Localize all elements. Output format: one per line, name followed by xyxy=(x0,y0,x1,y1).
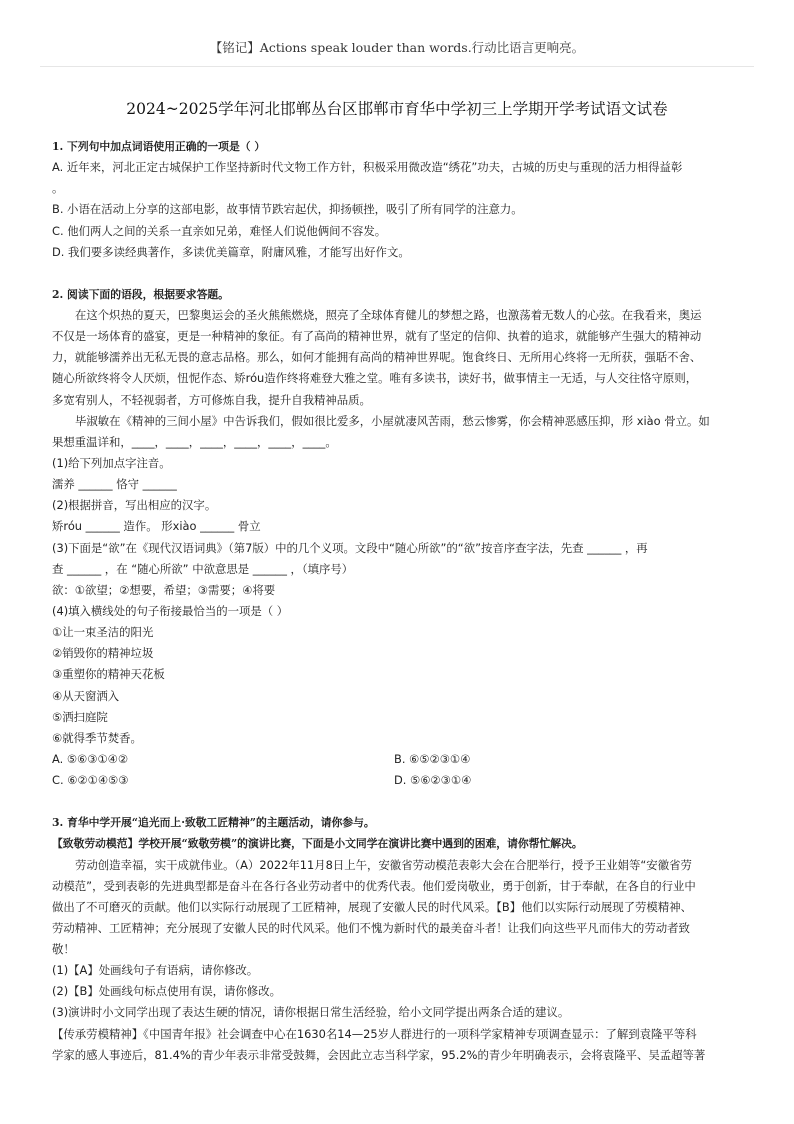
q3-sub2: (2)【B】处画线句标点使用有误，请你修改。 xyxy=(52,984,281,999)
q2-passage-line: 随心所欲终将令人厌烦，忸怩作态、矫róu造作终将难登大雅之堂。唯有多读书，读好书，做事情主一无适，与人交往恪守原则， xyxy=(52,371,698,386)
page-title: 2024~2025学年河北邯郸丛台区邯郸市育华中学初三上学期开学考试语文试卷 xyxy=(126,100,668,118)
q3-sub3: (3)演讲时小文同学出现了表达生硬的情况，请你根据日常生活经验，给小文同学提出两条合适的建议。 xyxy=(52,1005,570,1020)
q2-options-row xyxy=(52,749,742,770)
q2-passage-line: 在这个炽热的夏天，巴黎奥运会的圣火熊熊燃烧，照亮了全球体育健儿的梦想之路，也激荡着无数人的心弦。在我看来，奥运 xyxy=(75,307,702,322)
exam-content xyxy=(52,136,742,1066)
q2-option-d: D. ⑤⑥②③①④ xyxy=(394,773,472,788)
q2-passage-line: 多宽宥别人，不轻视弱者，方可修炼自我，提升自我精神品质。 xyxy=(52,392,371,407)
page-header-motto: 【铭记】Actions speak louder than words.行动比语言更响亮。 xyxy=(209,40,585,55)
q1-option-b: B. 小语在活动上分享的这部电影，故事情节跌宕起伏，抑扬顿挫，吸引了所有同学的注意力。 xyxy=(52,202,523,217)
q2-passage-line: 果想重温详和，____，____，____，____，____，____。 xyxy=(52,434,337,449)
q1-option-a: A. 近年来，河北正定古城保护工作坚持新时代文物工作方针，积极采用微改造“绣花”功夫，古城的历史与重现的活力相得益彰 xyxy=(52,160,683,175)
q1-option-a-cont: 。 xyxy=(52,181,64,196)
q2-option-b: B. ⑥⑤②③①④ xyxy=(394,751,471,766)
q1-stem: 1. 下列句中加点词语使用正确的一项是（ ） xyxy=(52,140,266,153)
q2-sentence-item: ①让一束圣洁的阳光 xyxy=(52,625,154,640)
q3-passage-line: 劳动创造幸福，实干成就伟业。（A）2022年11月8日上午，安徽省劳动模范表彰大会在合肥举行，授予王业娟等“安徽省劳 xyxy=(75,857,692,872)
q2-sub3-definitions: 欲：①欲望；②想要，希望；③需要；④将要 xyxy=(52,582,276,597)
q2-sub4: (4)填入横线处的句子衔接最恰当的一项是（ ） xyxy=(52,603,289,618)
q2-sentence-item: ④从天窗洒入 xyxy=(52,688,120,703)
spacer xyxy=(52,263,742,284)
q2-sub2-blanks: 矫róu ______ 造作。 形xiào ______ 骨立 xyxy=(52,519,261,534)
q3-sub1: (1)【A】处画线句子有语病，请你修改。 xyxy=(52,963,259,978)
q3-passage-line: 做出了不可磨灭的贡献。他们以实际行动展现了工匠精神，展现了安徽人民的时代风采。【B】他们以实际行动展现了劳模精神、 xyxy=(52,899,692,914)
q2-sub1-blanks: 濡养 ______ 恪守 ______ xyxy=(52,477,177,492)
q2-passage-line: 毕淑敏在《精神的三间小屋》中告诉我们，假如很比爱多，小屋就凄风苦雨，愁云惨雾，你会精神恶感压抑，形 xiào 骨立。如 xyxy=(75,413,710,428)
q2-options-row xyxy=(52,770,742,791)
q3-passage-line: 敬！ xyxy=(52,942,75,957)
q2-option-a: A. ⑤⑥③①④② xyxy=(52,751,129,766)
q2-stem: 2. 阅读下面的语段，根据要求答题。 xyxy=(52,287,229,301)
spacer xyxy=(52,791,742,812)
q2-sub3: (3)下面是“欲”在《现代汉语词典》（第7版）中的几个义项。文段中“随心所欲”的“欲”按音序查字法，先查 ______ ，再 xyxy=(52,540,648,555)
q2-sentence-item: ⑥就得季节焚香。 xyxy=(52,730,142,745)
q1-option-d: D. 我们要多读经典著作，多读优美篇章，附庸风雅，才能写出好作文。 xyxy=(52,244,410,259)
q2-sentence-item: ⑤洒扫庭院 xyxy=(52,709,108,724)
q2-passage-line: 力，就能够濡养出无私无畏的意志品格。那么，如何才能拥有高尚的精神世界呢。饱食终日、无所用心终将一无所获，强聒不舍、 xyxy=(52,350,702,365)
q2-option-c: C. ⑥②①④⑤③ xyxy=(52,773,129,788)
header-divider xyxy=(40,66,754,67)
q2-sub2: (2)根据拼音，写出相应的汉字。 xyxy=(52,498,217,513)
q2-sub1: (1)给下列加点字注音。 xyxy=(52,455,171,470)
q3-passage-line: 动模范”，受到表彰的先进典型都是奋斗在各行各业劳动者中的优秀代表。他们爱岗敬业，勇于创新，甘于奉献，在各自的行业中 xyxy=(52,878,696,893)
q3-section-line: 【传承劳模精神】《中国青年报》社会调查中心在1630名14—25岁人群进行的一项科学家精神专项调查显示：了解到袁隆平等科 xyxy=(52,1026,697,1041)
q1-option-c: C. 他们两人之间的关系一直亲如兄弟，难怪人们说他俩间不容发。 xyxy=(52,223,387,238)
q3-stem: 3. 育华中学开展“追光而上·致敬工匠精神”的主题活动，请你参与。 xyxy=(52,816,375,830)
q2-sentence-item: ②销毁你的精神垃圾 xyxy=(52,646,154,661)
q3-passage-line: 劳动精神、工匠精神；充分展现了安徽人民的时代风采。他们不愧为新时代的最美奋斗者！让我们向这些平凡而伟大的劳动者致 xyxy=(52,920,690,935)
q2-sub3-cont: 查 ______ ，在 “随心所欲” 中欲意思是 ______ ，（填序号） xyxy=(52,561,354,576)
q2-sentence-item: ③重塑你的精神天花板 xyxy=(52,667,165,682)
q3-section-line: 学家的感人事迹后，81.4%的青少年表示非常受鼓舞，会因此立志当科学家，95.2%的青少年明确表示，会将袁隆平、吴孟超等著 xyxy=(52,1047,706,1062)
q2-passage-line: 不仅是一场体育的盛宴，更是一种精神的象征。有了高尚的精神世界，就有了坚定的信仰、执着的追求，就能够产生强大的精神动 xyxy=(52,329,702,344)
q3-section-heading: 【致敬劳动模范】学校开展“致敬劳模”的演讲比赛，下面是小文同学在演讲比赛中遇到的困难，请你帮忙解决。 xyxy=(52,837,583,851)
